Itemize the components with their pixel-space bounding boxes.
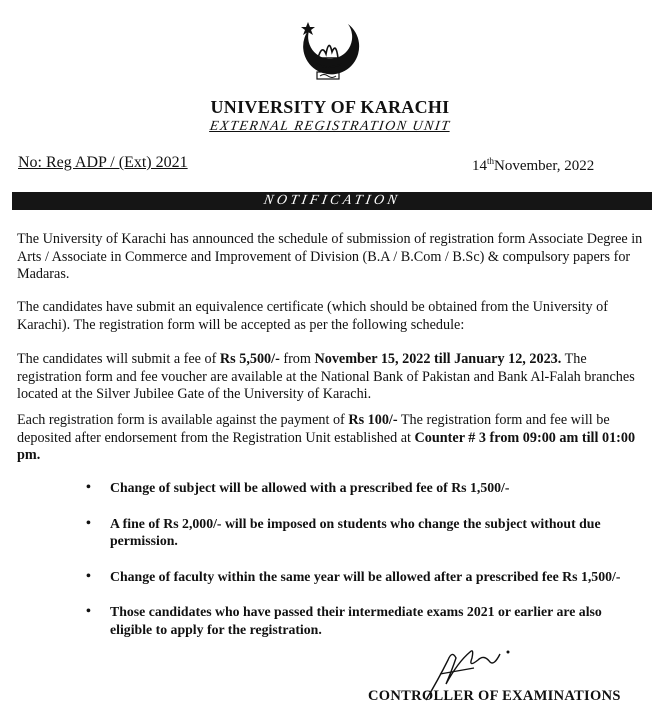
p4-fee: Rs 100/- [348, 412, 398, 428]
notification-banner [12, 192, 652, 210]
p1-text: The University of Karachi has announced the schedule of submission of registration form Associate Degree in Arts / Associate in Commerce and Improvement of Division (B.A / B.Com / B.Sc) & [17, 231, 643, 265]
paragraph-fee-schedule [17, 351, 653, 404]
notice-date [472, 156, 594, 175]
conditions-list [82, 479, 627, 656]
reference-number: No: Reg ADP / (Ext) 2021 [18, 154, 188, 171]
notification-heading: NOTIFICATION [262, 193, 402, 208]
university-title: UNIVERSITY OF KARACHI [210, 97, 450, 117]
date-day: 14 [472, 158, 487, 174]
date-rest: November, 2022 [494, 158, 595, 174]
p3-text-c: The registration form and fee voucher are available at the National Bank of Pakistan and Bank Al-Falah branches located at the Silver Jubilee Gate of the University of Karachi. [17, 351, 635, 402]
unit-title: EXTERNAL REGISTRATION UNIT [208, 119, 452, 134]
paragraph-announcement [17, 231, 653, 284]
list-item [82, 479, 627, 497]
university-crest-logo [296, 14, 360, 86]
bullet-icon: • [86, 515, 91, 531]
paragraph-equivalence: The candidates have submit an equivalence certificate (which should be obtained from the University of Karachi). The registration form will be accepted as per the following schedule: [17, 299, 608, 333]
list-item-text: Those candidates who have passed their intermediate exams 2021 or earlier are also eligible to apply for the registration. [110, 604, 602, 637]
p3-text-b: from [283, 351, 311, 367]
date-suffix: th [487, 156, 495, 166]
p4-text-a: Each registration form is available against the payment of [17, 412, 345, 428]
bullet-icon: • [86, 480, 91, 495]
list-item-text: Change of faculty within the same year will be allowed after a prescribed fee Rs 1,500/- [110, 568, 621, 584]
p4-text-b: The registration form and fee will be deposited after endorsement from the Registration Unit established at [17, 412, 610, 446]
bullet-icon: • [86, 568, 91, 584]
list-item [82, 515, 627, 550]
p3-text-a: The candidates will submit a fee of [17, 351, 217, 367]
p1-text-end: compulsory papers for Madaras. [17, 248, 631, 282]
p3-dates: November 15, 2022 till January 12, 2023. [314, 351, 562, 367]
list-item-text: A fine of Rs 2,000/- will be imposed on students who change the subject without due permission. [110, 515, 601, 548]
list-item [82, 568, 627, 586]
bullet-icon: • [86, 604, 91, 619]
list-item [82, 603, 627, 638]
p4-counter: Counter # 3 from 09:00 am till 01:00 pm. [17, 429, 636, 463]
signatory-title: CONTROLLER OF EXAMINATIONS [368, 688, 621, 704]
list-item-text: Change of subject will be allowed with a prescribed fee of Rs 1,500/- [110, 480, 510, 495]
paragraph-registration-payment [17, 412, 653, 465]
p3-fee: Rs 5,500/- [219, 351, 280, 367]
